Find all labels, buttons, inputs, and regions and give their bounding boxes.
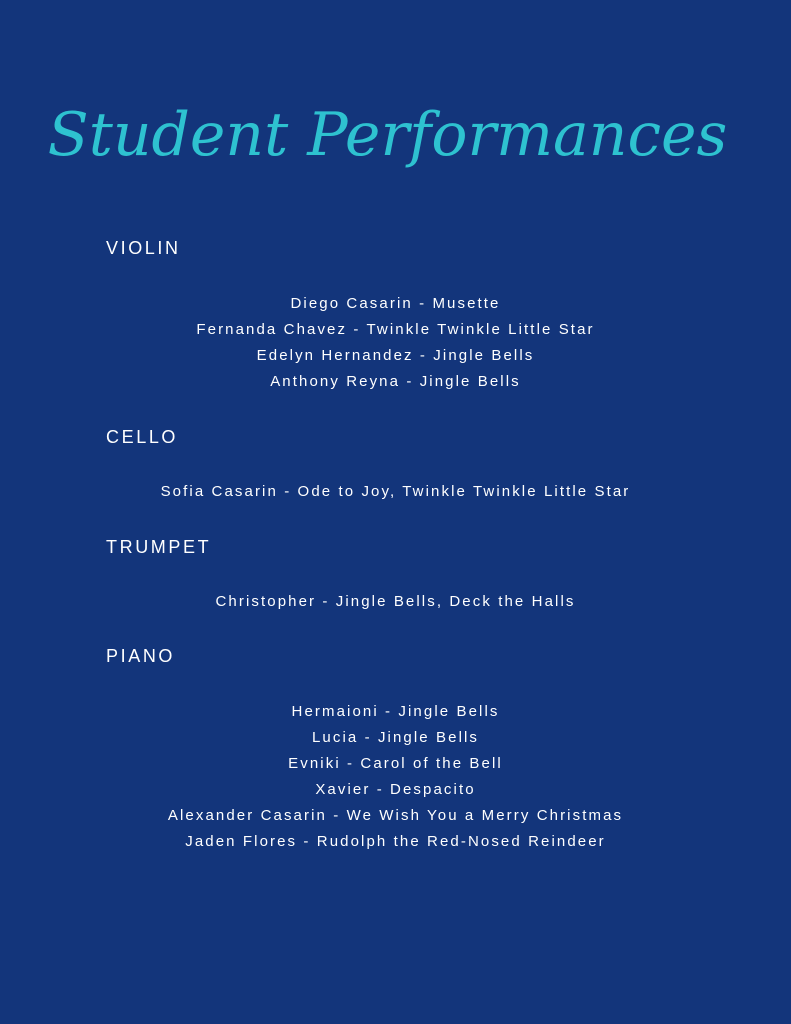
page-title: Student Performances [47, 100, 728, 170]
performance-entry: Fernanda Chavez - Twinkle Twinkle Little Star [196, 321, 595, 338]
performance-entry: Alexander Casarin - We Wish You a Merry Christmas [167, 807, 624, 824]
section-heading-trumpet: TRUMPET [106, 537, 212, 557]
section-list-cello [0, 479, 791, 505]
performance-entry: Hermaioni - Jingle Bells [291, 703, 500, 720]
performance-entry: Diego Casarin - Musette [290, 295, 501, 312]
performance-entry: Edelyn Hernandez - Jingle Bells [256, 347, 535, 364]
performance-entry: Evniki - Carol of the Bell [288, 755, 503, 772]
performance-entry: Anthony Reyna - Jingle Bells [270, 373, 521, 390]
section-list-violin [0, 291, 791, 395]
performance-entry: Lucia - Jingle Bells [311, 729, 480, 746]
section-list-trumpet [0, 589, 791, 615]
performance-entry: Christopher - Jingle Bells, Deck the Halls [215, 593, 576, 610]
section-list-piano [0, 699, 791, 855]
performance-entry: Xavier - Despacito [315, 781, 476, 798]
section-heading-cello: CELLO [106, 427, 179, 447]
performance-entry: Jaden Flores - Rudolph the Red-Nosed Reindeer [185, 833, 606, 850]
performance-entry: Sofia Casarin - Ode to Joy, Twinkle Twinkle Little Star [160, 483, 631, 500]
section-heading-violin: VIOLIN [106, 238, 181, 258]
section-heading-piano: PIANO [106, 646, 176, 666]
